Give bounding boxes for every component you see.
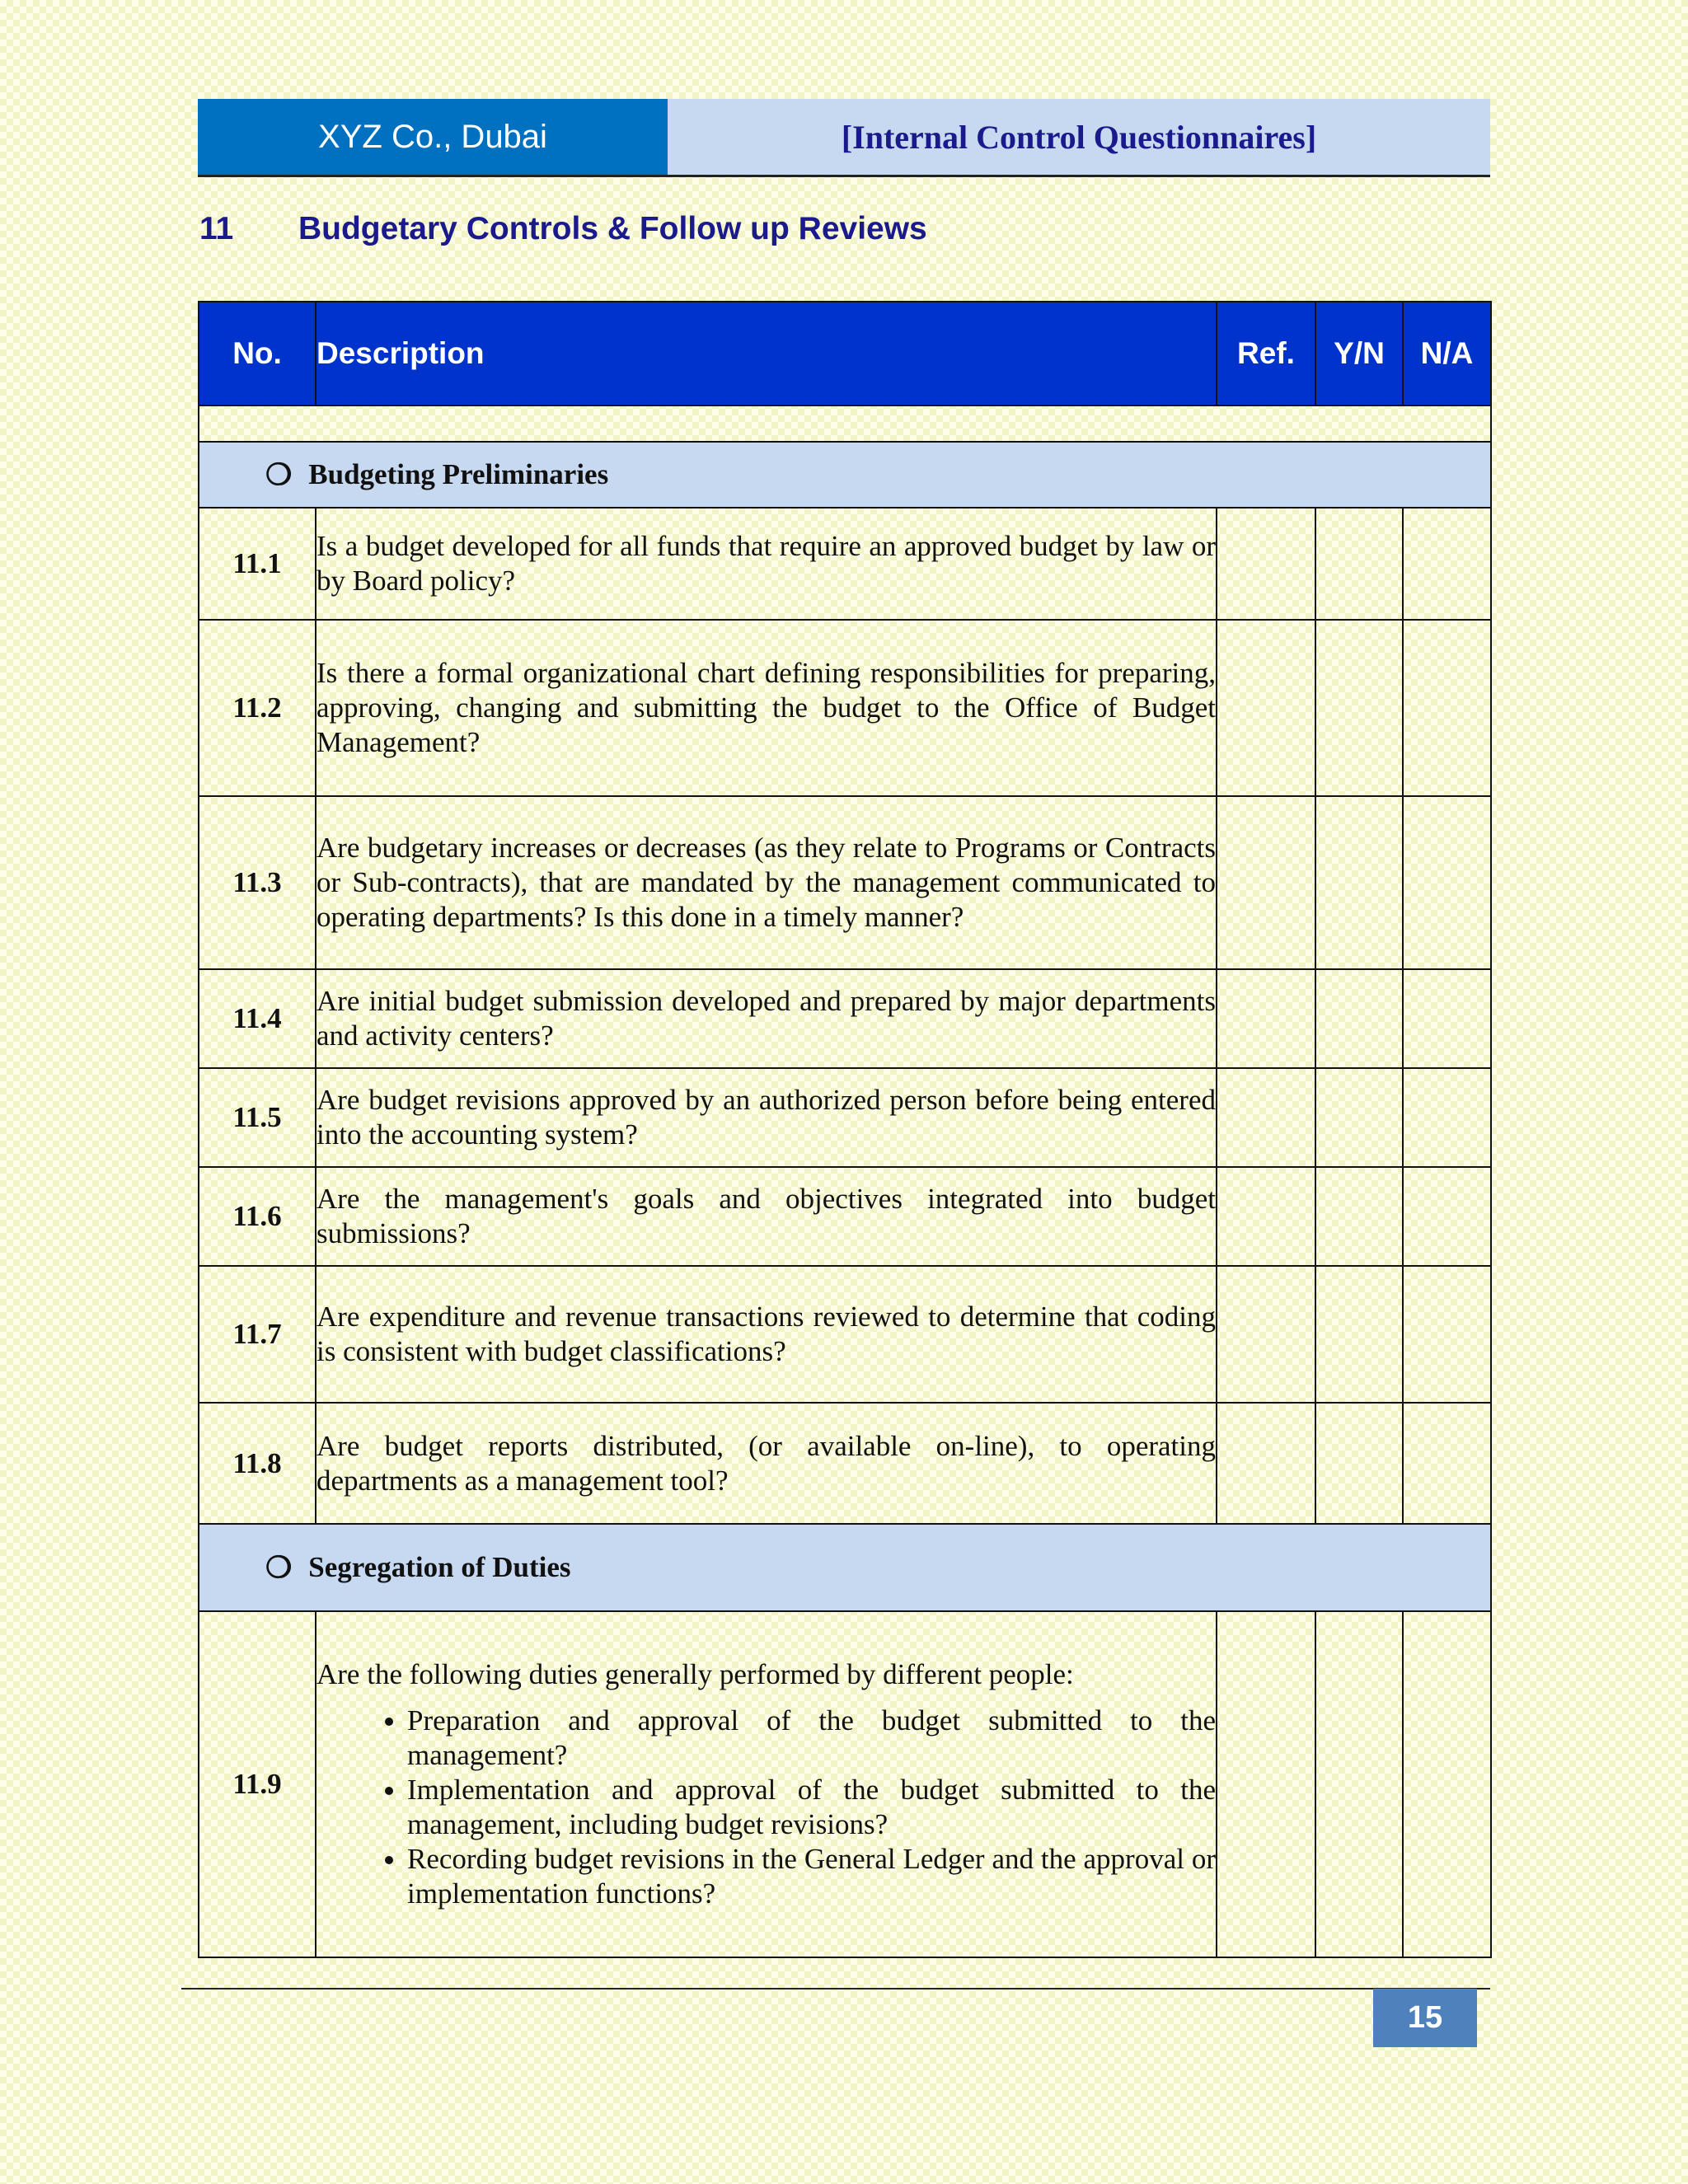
duties-list [316, 1704, 1216, 1911]
ref-cell[interactable] [1217, 796, 1315, 969]
spacer-row [199, 405, 1491, 442]
section-title: Budgetary Controls & Follow up Reviews [298, 211, 927, 246]
yn-cell[interactable] [1315, 796, 1403, 969]
hollow-circle-icon: ❍ [265, 1551, 293, 1584]
row-description: Are initial budget submission developed and prepared by major departments and activity centers? [316, 969, 1217, 1068]
yn-cell[interactable] [1315, 1266, 1403, 1403]
table-header-row [199, 302, 1491, 405]
list-item: • Recording budget revisions in the General Ledger and the approval or implementation functions? [407, 1842, 1216, 1911]
questionnaire-table [198, 301, 1492, 1958]
column-header-na: N/A [1403, 302, 1491, 405]
ref-cell[interactable] [1217, 1611, 1315, 1957]
ref-cell[interactable] [1217, 1068, 1315, 1167]
ref-cell[interactable] [1217, 1167, 1315, 1266]
row-number: 11.3 [199, 796, 316, 969]
document-title: [Internal Control Questionnaires] [668, 99, 1490, 175]
table-row [199, 1611, 1491, 1957]
list-item: • Implementation and approval of the budget submitted to the management, including budget revisions? [407, 1773, 1216, 1842]
column-header-no: No. [199, 302, 316, 405]
row-description: Is there a formal organizational chart defining responsibilities for preparing, approving, changing and submitting the budget to the Office of Budget Management? [316, 620, 1217, 796]
row-description: Are the management's goals and objectives integrated into budget submissions? [316, 1167, 1217, 1266]
table-row [199, 508, 1491, 620]
row-number: 11.5 [199, 1068, 316, 1167]
ref-cell[interactable] [1217, 1266, 1315, 1403]
na-cell[interactable] [1403, 1611, 1491, 1957]
row-description-intro: Are the following duties generally performed by different people: [316, 1658, 1074, 1690]
na-cell[interactable] [1403, 1403, 1491, 1524]
row-description: Are expenditure and revenue transactions reviewed to determine that coding is consistent with budget classifications? [316, 1266, 1217, 1403]
hollow-circle-icon: ❍ [265, 458, 293, 491]
row-number: 11.2 [199, 620, 316, 796]
na-cell[interactable] [1403, 508, 1491, 620]
row-description: Is a budget developed for all funds that require an approved budget by law or by Board policy? [316, 508, 1217, 620]
section-number: 11 [199, 211, 234, 246]
na-cell[interactable] [1403, 620, 1491, 796]
row-number: 11.6 [199, 1167, 316, 1266]
ref-cell[interactable] [1217, 1403, 1315, 1524]
ref-cell[interactable] [1217, 620, 1315, 796]
company-name: XYZ Co., Dubai [198, 99, 668, 175]
yn-cell[interactable] [1315, 620, 1403, 796]
group-title: Budgeting Preliminaries [308, 458, 609, 490]
column-header-ref: Ref. [1217, 302, 1315, 405]
ref-cell[interactable] [1217, 508, 1315, 620]
yn-cell[interactable] [1315, 1403, 1403, 1524]
footer-divider [181, 1988, 1490, 1990]
table-row [199, 969, 1491, 1068]
ref-cell[interactable] [1217, 969, 1315, 1068]
group-title: Segregation of Duties [308, 1551, 571, 1583]
row-description [316, 1611, 1217, 1957]
row-number: 11.1 [199, 508, 316, 620]
column-header-yn: Y/N [1315, 302, 1403, 405]
na-cell[interactable] [1403, 1167, 1491, 1266]
page-header [198, 99, 1490, 177]
yn-cell[interactable] [1315, 508, 1403, 620]
yn-cell[interactable] [1315, 1167, 1403, 1266]
yn-cell[interactable] [1315, 1068, 1403, 1167]
row-description: Are budget revisions approved by an authorized person before being entered into the accounting system? [316, 1068, 1217, 1167]
yn-cell[interactable] [1315, 969, 1403, 1068]
column-header-description: Description [316, 302, 1217, 405]
row-description: Are budgetary increases or decreases (as they relate to Programs or Contracts or Sub-contracts), that are mandated by the management communicated to operating departments? Is this done in a timely manner? [316, 796, 1217, 969]
table-row [199, 1167, 1491, 1266]
section-heading [199, 211, 927, 247]
page-number: 15 [1373, 1989, 1477, 2047]
row-number: 11.8 [199, 1403, 316, 1524]
list-item: • Preparation and approval of the budget submitted to the management? [407, 1704, 1216, 1773]
row-number: 11.7 [199, 1266, 316, 1403]
row-number: 11.4 [199, 969, 316, 1068]
group-row [199, 1524, 1491, 1611]
row-description: Are budget reports distributed, (or available on-line), to operating departments as a management tool? [316, 1403, 1217, 1524]
row-number: 11.9 [199, 1611, 316, 1957]
group-row [199, 442, 1491, 508]
na-cell[interactable] [1403, 969, 1491, 1068]
table-row [199, 620, 1491, 796]
table-row [199, 1403, 1491, 1524]
yn-cell[interactable] [1315, 1611, 1403, 1957]
na-cell[interactable] [1403, 1068, 1491, 1167]
table-row [199, 796, 1491, 969]
na-cell[interactable] [1403, 1266, 1491, 1403]
table-row [199, 1068, 1491, 1167]
na-cell[interactable] [1403, 796, 1491, 969]
table-row [199, 1266, 1491, 1403]
